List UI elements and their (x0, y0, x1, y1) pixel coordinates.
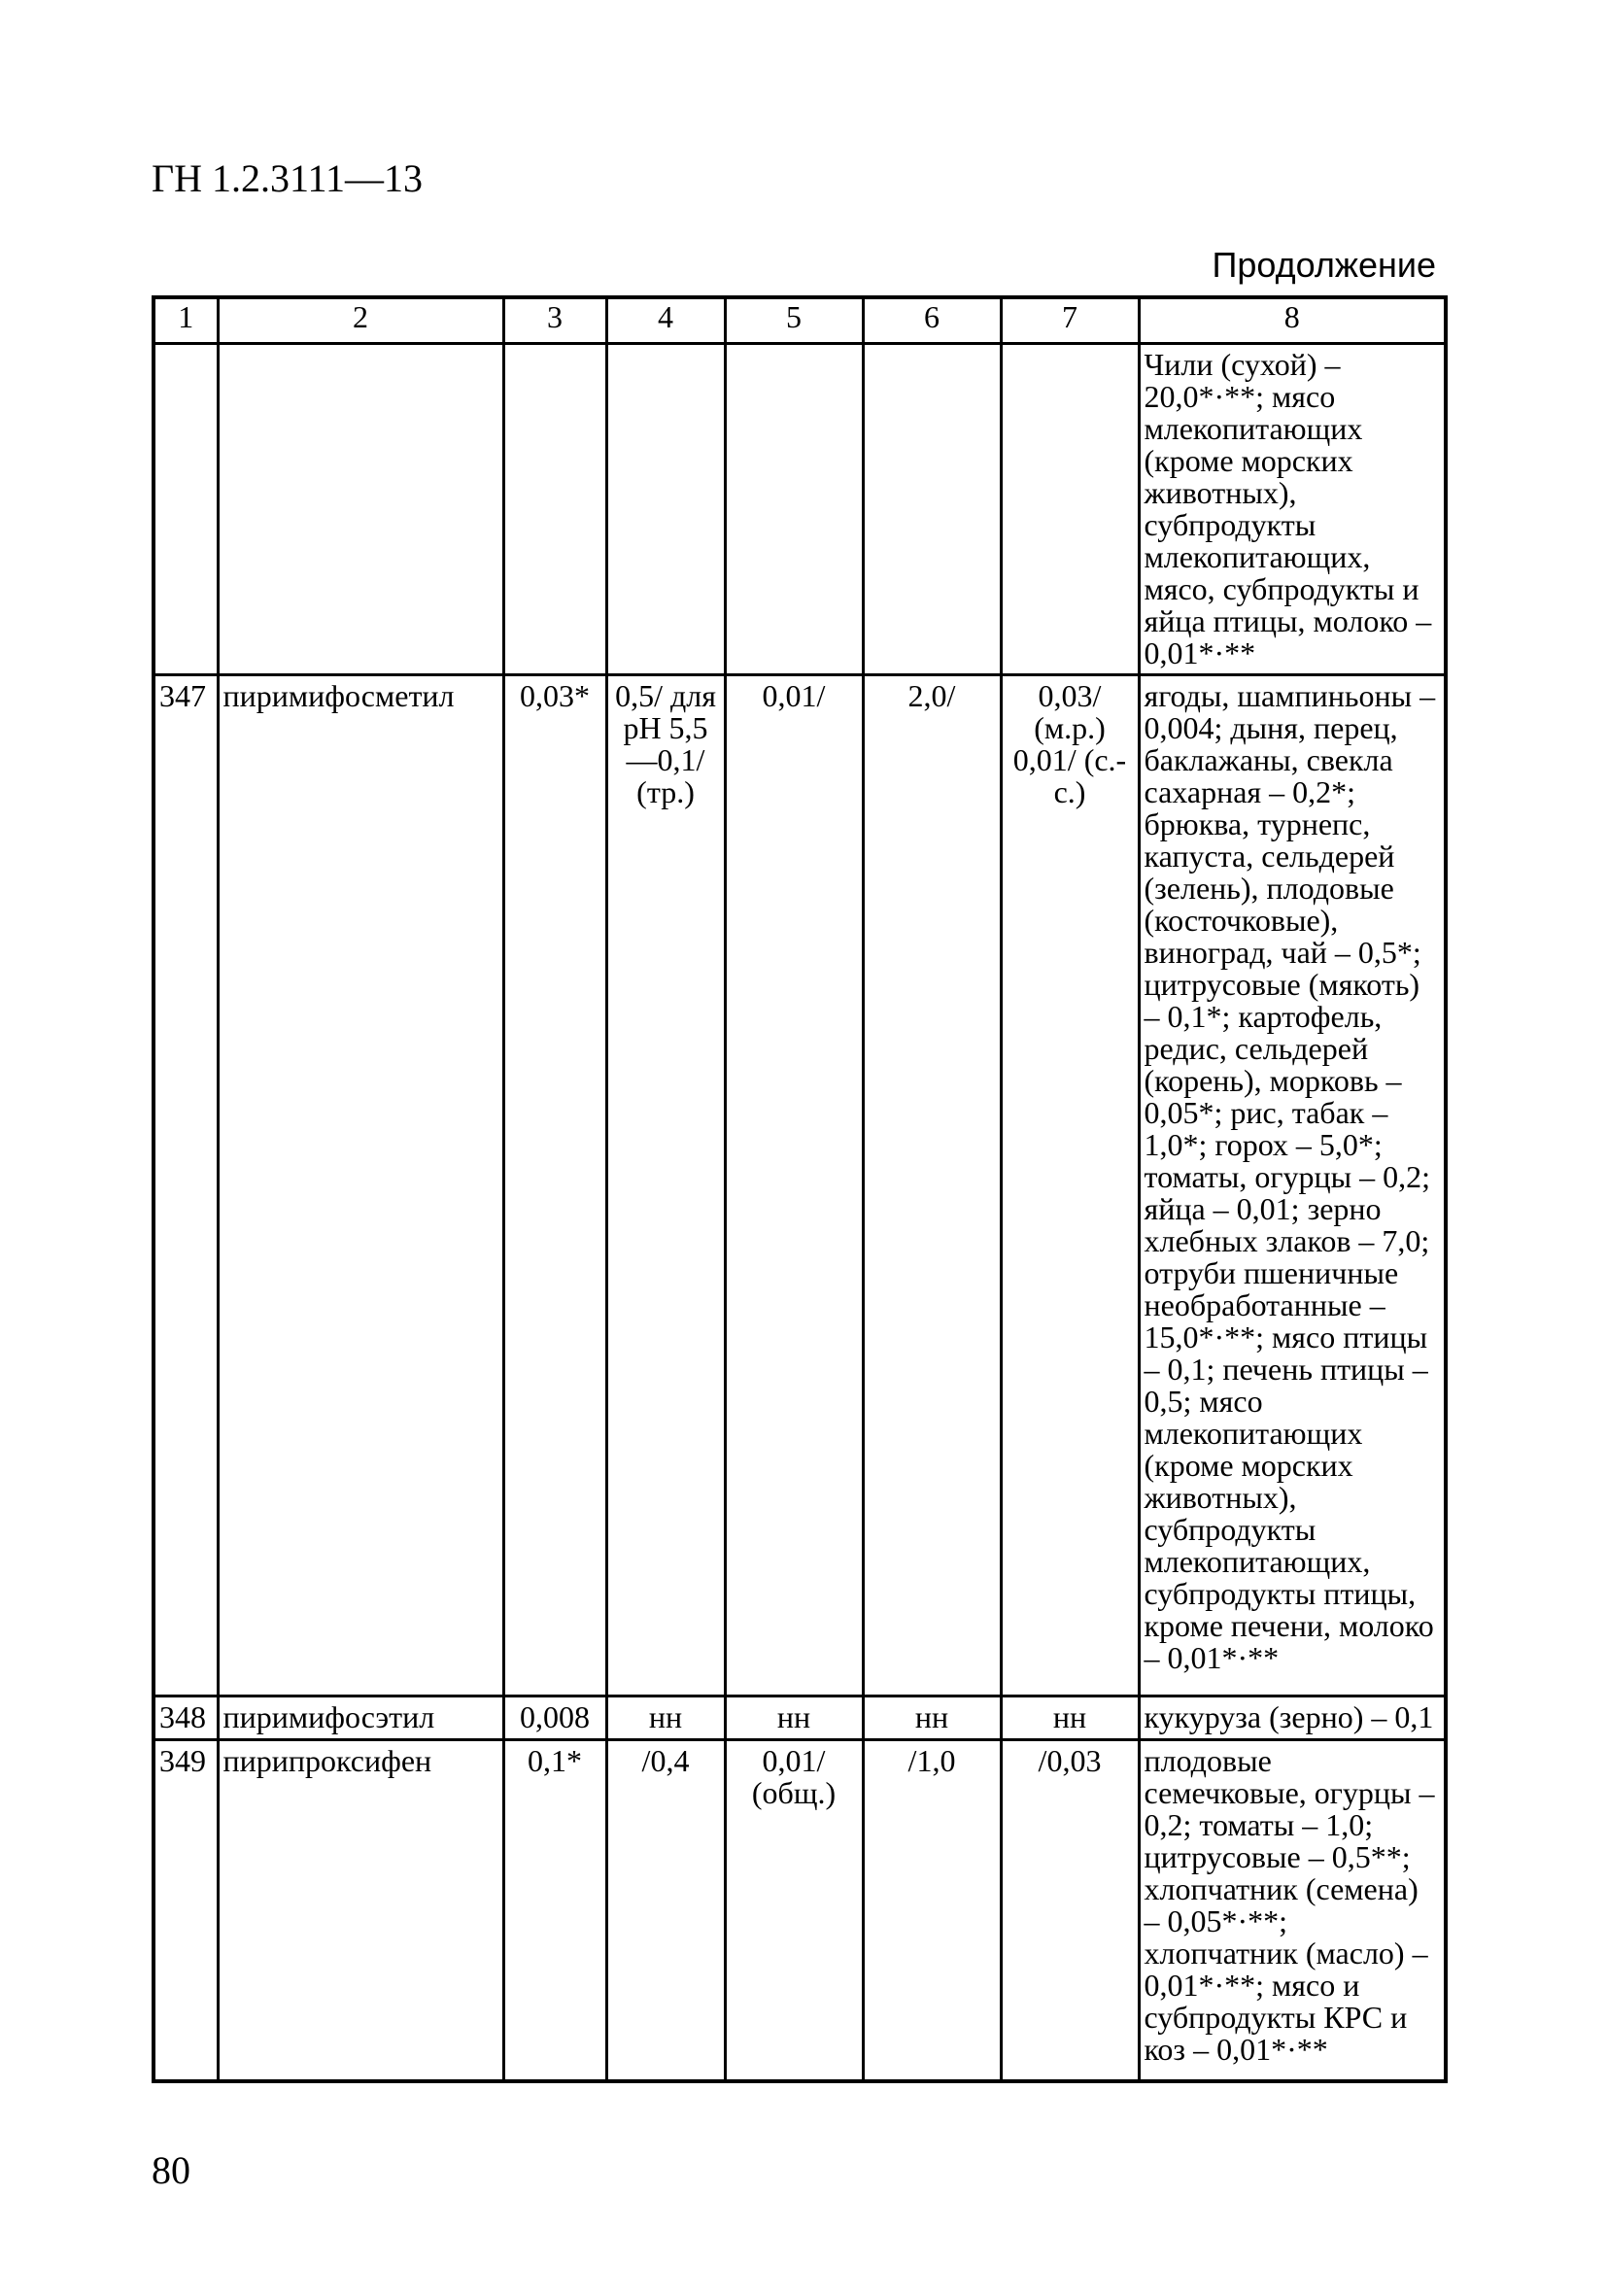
cell-col8: Чили (сухой) – 20,0*·**; мясо млекопитающих (кроме морских животных), субпродукты млекопитающих, мясо, субпродукты и яйца птицы, молоко – 0,01*·** (1139, 344, 1446, 675)
column-header: 6 (863, 297, 1001, 344)
table-row (154, 675, 1446, 1696)
cell-col6: 2,0/ (863, 675, 1001, 1696)
cell-col7 (1001, 344, 1139, 675)
cell-col6: нн (863, 1696, 1001, 1740)
cell-col6: /1,0 (863, 1740, 1001, 2082)
table-row (154, 1696, 1446, 1740)
cell-substance (218, 344, 503, 675)
cell-col5: нн (725, 1696, 863, 1740)
cell-col8: ягоды, шампиньоны – 0,004; дыня, перец, баклажаны, свекла сахарная – 0,2*; брюква, турнепс, капуста, сельдерей (зелень), плодовые (косточковые), виноград, чай – 0,5*; цитрусовые (мякоть) – 0,1*; картофель, редис, сельдерей (корень), морковь – 0,05*; рис, табак – 1,0*; горох – 5,0*; томаты, огурцы – 0,2; яйца – 0,01; зерно хлебных злаков – 7,0; отруби пшеничные необработанные – 15,0*·**; мясо птицы – 0,1; печень птицы – 0,5; мясо млекопитающих (кроме морских животных), субпродукты млекопитающих, субпродукты птицы, кроме печени, молоко – 0,01*·** (1139, 675, 1446, 1696)
table-row (154, 344, 1446, 675)
cell-col7: /0,03 (1001, 1740, 1139, 2082)
norms-table (152, 295, 1448, 2083)
column-header: 4 (606, 297, 725, 344)
page-number: 80 (152, 2148, 190, 2192)
column-header: 3 (503, 297, 606, 344)
column-header: 7 (1001, 297, 1139, 344)
column-header: 1 (154, 297, 218, 344)
cell-number (154, 344, 218, 675)
cell-col5 (725, 344, 863, 675)
cell-col4 (606, 344, 725, 675)
cell-col8: плодовые семечковые, огурцы – 0,2; томаты – 1,0; цитрусовые – 0,5**; хлопчатник (семена) – 0,05*·**; хлопчатник (масло) – 0,01*·**; мясо и субпродукты КРС и коз – 0,01*·** (1139, 1740, 1446, 2082)
header-row (154, 297, 1446, 344)
cell-col4: 0,5/ для pH 5,5 —0,1/ (тр.) (606, 675, 725, 1696)
cell-col4: нн (606, 1696, 725, 1740)
cell-col6 (863, 344, 1001, 675)
continuation-label: Продолжение (1212, 245, 1436, 285)
cell-substance: пирипроксифен (218, 1740, 503, 2082)
cell-number: 349 (154, 1740, 218, 2082)
cell-col5: 0,01/ (общ.) (725, 1740, 863, 2082)
column-header: 8 (1139, 297, 1446, 344)
document-code: ГН 1.2.3111—13 (152, 156, 424, 200)
cell-col3 (503, 344, 606, 675)
cell-substance: пиримифосметил (218, 675, 503, 1696)
cell-col3: 0,008 (503, 1696, 606, 1740)
cell-col8: кукуруза (зерно) – 0,1 (1139, 1696, 1446, 1740)
cell-col7: нн (1001, 1696, 1139, 1740)
cell-number: 347 (154, 675, 218, 1696)
column-header: 2 (218, 297, 503, 344)
cell-col3: 0,1* (503, 1740, 606, 2082)
cell-substance: пиримифосэтил (218, 1696, 503, 1740)
cell-col7: 0,03/ (м.р.) 0,01/ (с.-с.) (1001, 675, 1139, 1696)
cell-col4: /0,4 (606, 1740, 725, 2082)
cell-col5: 0,01/ (725, 675, 863, 1696)
column-header: 5 (725, 297, 863, 344)
cell-number: 348 (154, 1696, 218, 1740)
table-row (154, 1740, 1446, 2082)
cell-col3: 0,03* (503, 675, 606, 1696)
